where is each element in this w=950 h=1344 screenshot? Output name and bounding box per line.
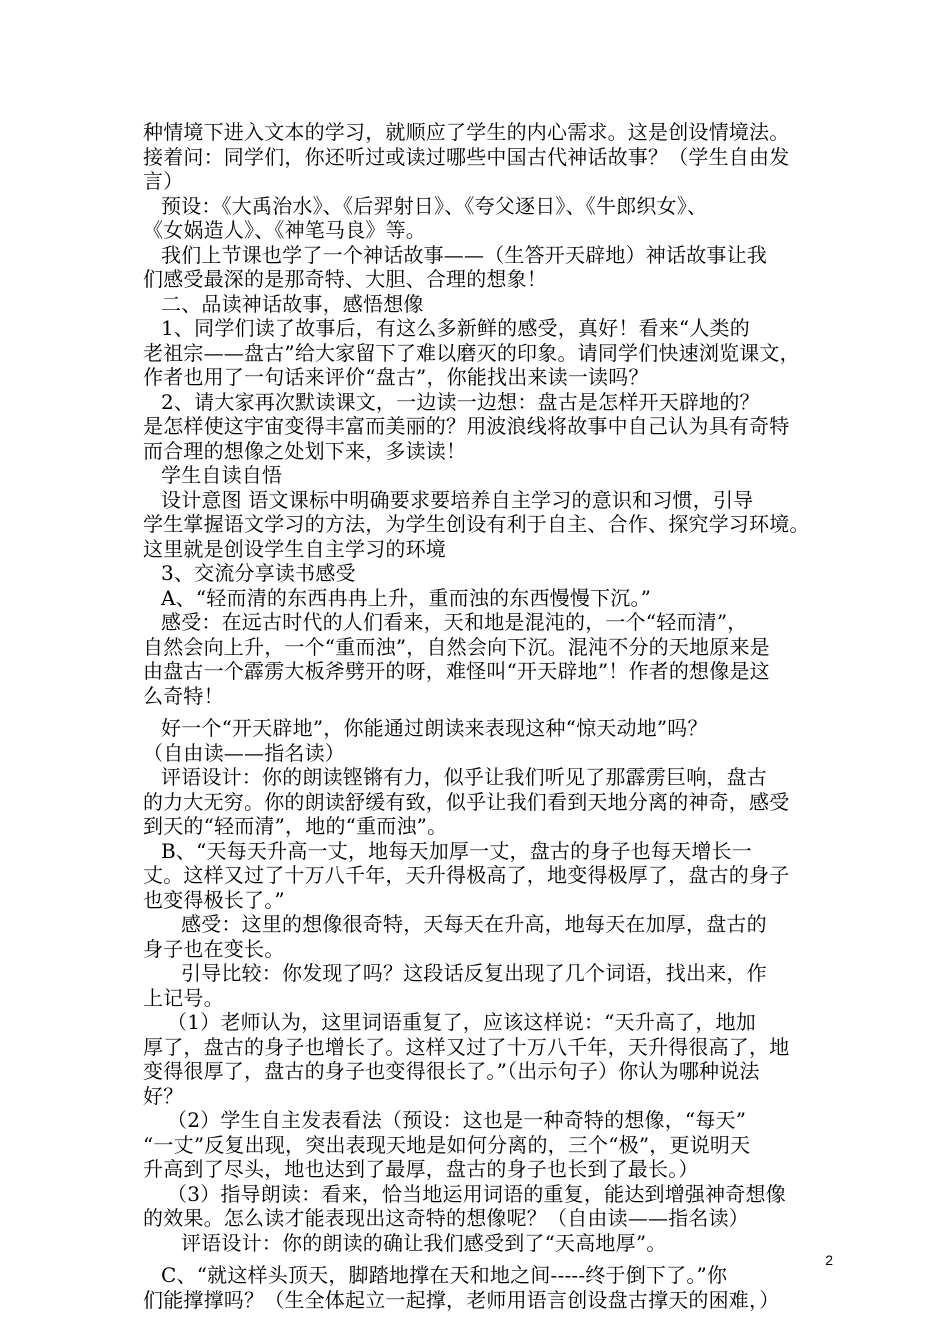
text-line: 评语设计：你的朗读的确让我们感受到了“天高地厚”。 xyxy=(181,1230,667,1255)
text-line: 身子也在变长。 xyxy=(143,936,285,961)
text-line: 《女娲造人》、《神笔马良》等。 xyxy=(143,218,426,242)
text-line: （1）老师认为，这里词语重复了，应该这样说：“天升高了，地加 xyxy=(167,1010,756,1034)
text-line: 自然会向上升，一个“重而浊”，自然会向下沉。混沌不分的天地原来是 xyxy=(143,634,770,659)
text-line: 的力大无穷。你的朗读舒缓有致，似乎让我们看到天地分离的神奇，感受 xyxy=(143,789,790,814)
text-line: 接着问：同学们，你还听过或读过哪些中国古代神话故事？（学生自由发 xyxy=(143,144,790,169)
text-line: 是怎样使这宇宙变得丰富而美丽的？用波浪线将故事中自己认为具有奇特 xyxy=(143,414,790,438)
section-heading: 二、品读神话故事，感悟想像 xyxy=(161,291,424,316)
text-line: 感受：在远古时代的人们看来，天和地是混沌的，一个“轻而清”， xyxy=(161,610,748,634)
text-line: 丈。这样又过了十万八千年，天升得极高了，地变得极厚了，盘古的身子 xyxy=(143,863,790,887)
text-line: 变得很厚了，盘古的身子也变得很长了。”（出示句子）你认为哪种说法 xyxy=(143,1059,760,1083)
text-line: 2、请大家再次默读课文，一边读一边想：盘古是怎样开天辟地的？ xyxy=(161,389,760,414)
text-line: 1、同学们读了故事后，有这么多新鲜的感受，真好！看来“人类的 xyxy=(161,316,750,340)
text-line: 也变得极长了。” xyxy=(143,887,285,912)
text-line: 引导比较：你发现了吗？这段话反复出现了几个词语，找出来，作 xyxy=(181,961,767,985)
page-number: 2 xyxy=(825,1252,833,1268)
text-line: 厚了，盘古的身子也增长了。这样又过了十万八千年，天升得很高了，地 xyxy=(143,1034,790,1059)
text-line: 我们上节课也学了一个神话故事——（生答开天辟地）神话故事让我 xyxy=(161,242,767,267)
text-line: 而合理的想像之处划下来，多读读！ xyxy=(143,438,467,463)
text-line: 评语设计：你的朗读铿锵有力，似乎让我们听见了那霹雳巨响，盘古 xyxy=(161,765,767,789)
text-line: 升高到了尽头，地也达到了最厚，盘古的身子也长到了最长。） xyxy=(143,1157,699,1181)
text-line: 3、交流分享读书感受 xyxy=(161,561,356,585)
text-line: 这里就是创设学生自主学习的环境 xyxy=(143,536,446,561)
text-line: 感受：这里的想像很奇特，天每天在升高，地每天在加厚，盘古的 xyxy=(181,912,767,936)
text-line: 到天的“轻而清”，地的“重而浊”。 xyxy=(143,814,448,838)
text-line: 好一个“开天辟地”，你能通过朗读来表现这种“惊天动地”吗？ xyxy=(161,716,708,740)
text-line: 言） xyxy=(143,169,184,193)
text-line: 上记号。 xyxy=(143,985,224,1010)
text-line: 们感受最深的是那奇特、大胆、合理的想象！ xyxy=(143,267,547,291)
text-line: “一丈”反复出现，突出表现天地是如何分离的，三个“极”，更说明天 xyxy=(143,1132,751,1157)
text-line: 好？ xyxy=(143,1083,184,1108)
text-line: 老祖宗——盘古”给大家留下了难以磨灭的印象。请同学们快速浏览课文， xyxy=(143,340,800,365)
text-line: 种情境下进入文本的学习，就顺应了学生的内心需求。这是创设情境法。 xyxy=(143,120,790,144)
text-line: （2）学生自主发表看法（预设：这也是一种奇特的想像，“每天” xyxy=(167,1108,747,1132)
text-line: 预设：《大禹治水》、《后羿射日》、《夸父逐日》、《牛郎织女》、 xyxy=(161,193,708,218)
text-line: A、“轻而清的东西冉冉上升，重而浊的东西慢慢下沉。” xyxy=(161,585,652,610)
text-line: （自由读——指名读） xyxy=(143,740,345,765)
text-line: 作者也用了一句话来评价“盘古”，你能找出来读一读吗？ xyxy=(143,365,649,389)
text-line: 的效果。怎么读才能表现出这奇特的想像呢？（自由读——指名读） xyxy=(143,1206,749,1230)
text-line: （3）指导朗读：看来，恰当地运用词语的重复，能达到增强神奇想像 xyxy=(167,1181,786,1206)
text-line: C、“就这样头顶天，脚踏地撑在天和地之间-----终于倒下了。”你 xyxy=(161,1263,728,1287)
text-line: 由盘古一个霹雳大板斧劈开的呀，难怪叫“开天辟地”！作者的想像是这 xyxy=(143,659,770,683)
text-line: 么奇特！ xyxy=(143,683,224,708)
text-line: 设计意图 语文课标中明确要求要培养自主学习的意识和习惯，引导 xyxy=(161,487,754,512)
text-line: B、“天每天升高一丈，地每天加厚一丈，盘古的身子也每天增长一 xyxy=(161,838,752,863)
text-line: 们能撑撑吗？（生全体起立一起撑，老师用语言创设盘古撑天的困难，） xyxy=(143,1287,780,1312)
document-body xyxy=(143,120,843,1312)
text-line: 学生掌握语文学习的方法，为学生创设有利于自主、合作、探究学习环境。 xyxy=(143,512,810,536)
text-line: 学生自读自悟 xyxy=(161,463,283,487)
